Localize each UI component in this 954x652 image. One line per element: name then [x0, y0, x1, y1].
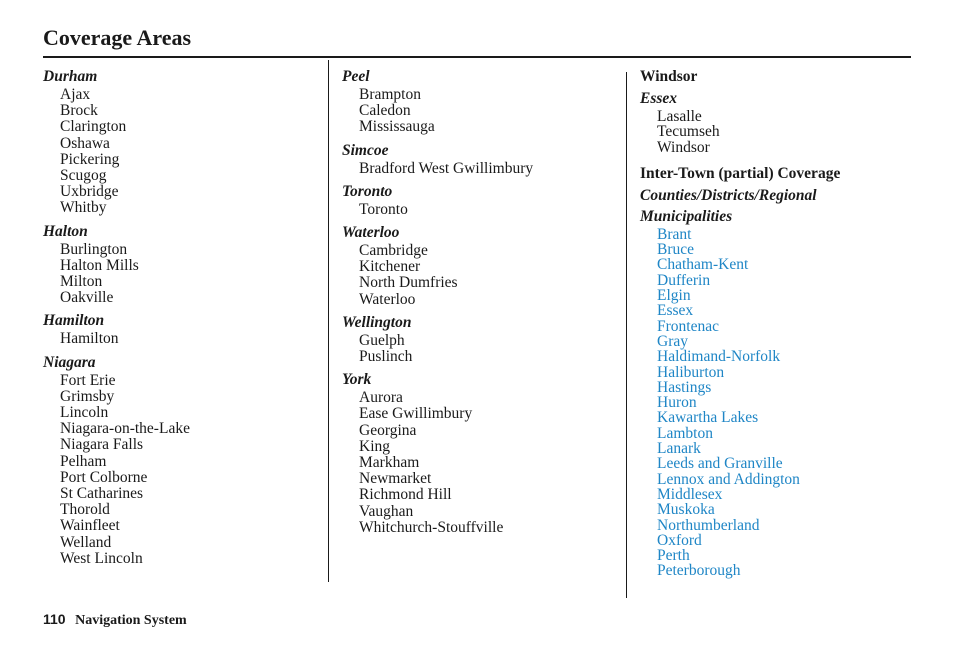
region-heading: Durham — [43, 68, 98, 85]
city-item: Kitchener — [359, 258, 421, 276]
section-toronto — [342, 181, 622, 218]
city-item: Halton Mills — [60, 256, 139, 274]
city-item: Georgina — [359, 421, 417, 439]
city-item: Puslinch — [359, 348, 413, 366]
city-item: Brampton — [359, 86, 421, 103]
municipality-link[interactable]: Dufferin — [657, 271, 711, 289]
windsor-title: Windsor — [640, 68, 698, 85]
city-item: Thorold — [60, 501, 110, 519]
city-item: Welland — [60, 533, 112, 551]
section-halton — [43, 221, 323, 307]
city-item: Whitby — [60, 199, 107, 217]
city-item: Aurora — [359, 389, 403, 407]
page-number: 110 — [43, 611, 66, 627]
municipalities-heading-line2: Municipalities — [640, 207, 733, 225]
section-durham — [43, 66, 323, 217]
municipality-link[interactable]: Elgin — [657, 287, 691, 305]
municipality-link[interactable]: Lambton — [657, 424, 713, 442]
municipality-link[interactable]: Peterborough — [657, 562, 741, 580]
region-heading: Essex — [640, 90, 678, 107]
city-item: Lasalle — [657, 108, 702, 125]
city-item: Oshawa — [60, 134, 110, 152]
municipality-link[interactable]: Northumberland — [657, 516, 760, 534]
city-item: Wainfleet — [60, 517, 120, 535]
municipality-link[interactable]: Hastings — [657, 378, 712, 396]
section-waterloo — [342, 222, 622, 308]
municipality-link[interactable]: Haldimand-Norfolk — [657, 348, 781, 366]
municipality-link[interactable]: Frontenac — [657, 317, 719, 335]
city-item: Toronto — [359, 200, 408, 218]
municipality-link[interactable]: Haliburton — [657, 363, 725, 381]
section-inter-town — [640, 163, 920, 579]
city-item: Bradford West Gwillimbury — [359, 159, 534, 177]
region-heading: Peel — [342, 68, 370, 85]
city-item: Brock — [60, 102, 98, 120]
municipalities-heading-line1: Counties/Districts/Regional — [640, 186, 817, 204]
region-heading: Hamilton — [43, 312, 105, 330]
footer-section-title: Navigation System — [75, 613, 187, 628]
region-heading: York — [342, 371, 372, 389]
city-item: St Catharines — [60, 485, 144, 503]
municipality-link[interactable]: Bruce — [657, 241, 695, 259]
city-item: Markham — [359, 454, 420, 472]
city-item: Tecumseh — [657, 123, 720, 141]
city-item: Pickering — [60, 150, 120, 168]
city-item: Windsor — [657, 138, 710, 156]
city-item: Port Colborne — [60, 468, 148, 486]
region-heading: Niagara — [43, 353, 96, 371]
section-wellington — [342, 312, 622, 365]
section-simcoe — [342, 140, 622, 177]
city-item: Hamilton — [60, 330, 119, 348]
city-item: North Dumfries — [359, 274, 458, 292]
inter-town-title: Inter-Town (partial) Coverage — [640, 164, 841, 182]
column-2 — [342, 66, 622, 540]
municipality-link[interactable]: Essex — [657, 302, 694, 320]
page-footer — [43, 610, 187, 630]
region-heading: Simcoe — [342, 141, 389, 159]
city-item: Niagara-on-the-Lake — [60, 420, 190, 438]
city-item: Uxbridge — [60, 183, 119, 201]
section-peel — [342, 66, 622, 136]
section-hamilton — [43, 310, 323, 347]
column-1 — [43, 66, 323, 571]
municipality-link[interactable]: Middlesex — [657, 485, 723, 503]
municipality-link[interactable]: Chatham-Kent — [657, 256, 749, 274]
municipality-link[interactable]: Muskoka — [657, 501, 715, 519]
column-divider-2 — [626, 72, 627, 598]
municipality-link[interactable]: Gray — [657, 332, 688, 350]
city-item: Waterloo — [359, 290, 416, 308]
title-divider — [43, 56, 911, 58]
section-niagara — [43, 352, 323, 567]
region-heading: Halton — [43, 222, 88, 240]
city-item: Fort Erie — [60, 371, 116, 389]
municipality-link[interactable]: Brant — [657, 225, 692, 243]
section-windsor — [640, 66, 920, 155]
city-item: Cambridge — [359, 242, 428, 260]
city-item: Vaughan — [359, 502, 414, 520]
city-item: Guelph — [359, 331, 405, 349]
municipality-link[interactable]: Lanark — [657, 440, 701, 458]
city-item: Lincoln — [60, 404, 109, 422]
region-heading: Toronto — [342, 182, 393, 200]
city-item: King — [359, 437, 390, 455]
page-title: Coverage Areas — [43, 25, 192, 50]
column-divider-1 — [328, 60, 329, 582]
city-item: Richmond Hill — [359, 486, 452, 504]
municipality-link[interactable]: Lennox and Addington — [657, 470, 800, 488]
city-item: Caledon — [359, 102, 411, 120]
city-item: Oakville — [60, 289, 114, 307]
city-item: Newmarket — [359, 470, 432, 488]
municipality-link[interactable]: Oxford — [657, 531, 702, 549]
section-york — [342, 369, 622, 536]
city-item: Pelham — [60, 452, 107, 470]
city-item: Burlington — [60, 240, 128, 258]
city-item: Niagara Falls — [60, 436, 144, 454]
city-item: West Lincoln — [60, 549, 143, 567]
city-item: Scugog — [60, 167, 107, 185]
municipality-link[interactable]: Kawartha Lakes — [657, 409, 759, 427]
municipality-link[interactable]: Perth — [657, 547, 690, 565]
municipality-link[interactable]: Huron — [657, 394, 697, 412]
column-3 — [640, 66, 920, 587]
city-item: Grimsby — [60, 387, 115, 405]
city-item: Mississauga — [359, 118, 435, 136]
city-item: Clarington — [60, 118, 127, 136]
region-heading: Wellington — [342, 313, 412, 331]
city-item: Ajax — [60, 86, 91, 103]
region-heading: Waterloo — [342, 224, 400, 242]
municipality-link[interactable]: Leeds and Granville — [657, 455, 783, 473]
city-item: Milton — [60, 273, 103, 291]
city-item: Whitchurch-Stouffville — [359, 518, 504, 536]
city-item: Ease Gwillimbury — [359, 405, 473, 423]
